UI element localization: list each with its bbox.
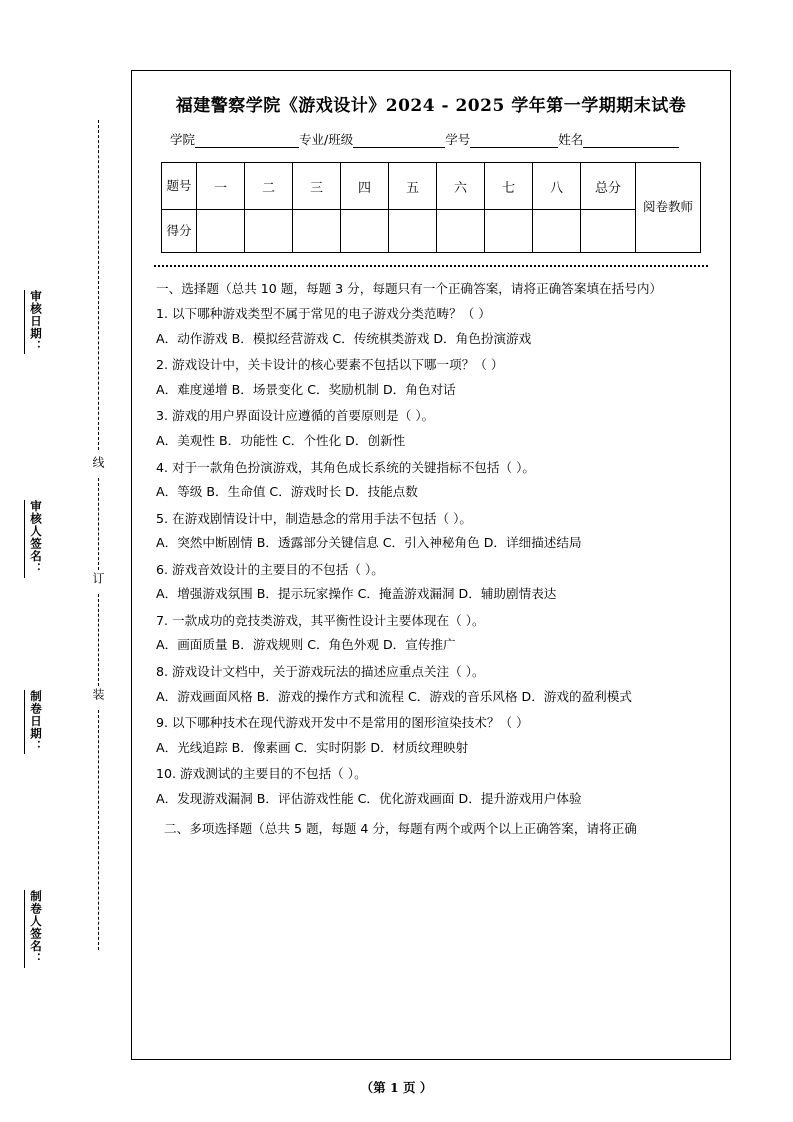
field-student-id-label: 学号 [445,132,471,147]
question-7-text: 一款成功的竞技类游戏，其平衡性设计主要体现在（ ）。 [172,612,485,628]
col-header-3: 三 [293,163,341,210]
question-8-number: 8. [156,663,169,679]
margin-rule-3 [24,690,25,754]
question-5-text: 在游戏剧情设计中，制造悬念的常用手法不包括（ ）。 [172,510,473,526]
fold-label-ding: 订 [91,572,105,584]
question-3 [156,404,704,429]
question-6-text: 游戏音效设计的主要目的不包括（ ）。 [172,561,384,577]
score-cell-1[interactable] [197,210,245,253]
left-margin-annotations [0,0,130,1122]
question-10 [156,762,704,787]
field-major-class-label: 专业/班级 [299,132,354,147]
score-cell-8[interactable] [533,210,581,253]
question-5-number: 5. [156,510,169,526]
col-header-8: 八 [533,163,581,210]
question-2-options: A．难度递增 B．场景变化 C．奖励机制 D．角色对话 [156,381,456,397]
question-1-options: A．动作游戏 B．模拟经营游戏 C．传统棋类游戏 D．角色扮演游戏 [156,330,532,346]
question-4-text: 对于一款角色扮演游戏，其角色成长系统的关键指标不包括（ ）。 [172,459,535,475]
score-cell-4[interactable] [341,210,389,253]
question-9 [156,711,704,736]
question-3-text: 游戏的用户界面设计应遵循的首要原则是（ ）。 [172,408,435,424]
question-7-number: 7. [156,612,169,628]
question-2 [156,353,704,378]
question-8 [156,660,704,685]
question-10-options: A．发现游戏漏洞 B．评估游戏性能 C．优化游戏画面 D．提升游戏用户体验 [156,790,582,806]
question-5-options: A．突然中断剧情 B．透露部分关键信息 C．引入神秘角色 D．详细描述结局 [156,535,582,551]
question-1-number: 1. [156,306,169,322]
field-major-class [299,130,445,148]
field-college-label: 学院 [170,132,196,147]
section-one-heading: 一、选择题（总共 10 题，每题 3 分，每题只有一个正确答案，请将正确答案填在括号内） [156,281,663,296]
col-header-1: 一 [197,163,245,210]
question-4-number: 4. [156,459,169,475]
score-cell-5[interactable] [389,210,437,253]
fold-segment-bottom [98,710,99,950]
question-10-number: 10. [156,766,177,782]
question-body [148,277,714,842]
section-two-heading: 二、多项选择题（总共 5 题，每题 4 分，每题有两个或两个以上正确答案，请将正确 [164,821,637,837]
question-4-options: A．等级 B．生命值 C．游戏时长 D．技能点数 [156,484,418,500]
question-2-text: 游戏设计中，关卡设计的核心要素不包括以下哪一项？（ ） [172,357,504,373]
row-header-question-number: 题号 [162,163,197,210]
margin-note-review-date: 审核日期： [29,290,43,353]
field-student-id-blank[interactable] [470,134,558,148]
dotted-separator [154,265,708,267]
fold-segment-3 [98,594,99,686]
fold-segment-top [98,120,99,450]
col-header-6: 六 [437,163,485,210]
question-4 [156,456,704,481]
col-header-teacher: 阅卷教师 [636,163,701,253]
question-1-text: 以下哪种游戏类型不属于常见的电子游戏分类范畴？（ ） [172,306,491,322]
question-3-options: A．美观性 B．功能性 C．个性化 D．创新性 [156,433,406,449]
question-1 [156,302,704,327]
margin-note-make-date: 制卷日期： [29,690,43,753]
margin-note-maker-signature: 制卷人签名： [29,890,43,965]
question-6 [156,558,704,583]
question-8-text: 游戏设计文档中，关于游戏玩法的描述应重点关注（ ）。 [172,663,485,679]
margin-rule-1 [24,290,25,354]
margin-rule-2 [24,500,25,578]
field-major-class-blank[interactable] [353,134,445,148]
fold-segment-2 [98,478,99,570]
field-name-blank[interactable] [583,134,679,148]
margin-note-reviewer-signature: 审核人签名： [29,500,43,575]
score-cell-6[interactable] [437,210,485,253]
col-header-4: 四 [341,163,389,210]
table-row-scores [162,210,701,253]
question-9-options: A．光线追踪 B．像素画 C．实时阴影 D．材质纹理映射 [156,739,469,755]
row-header-score: 得分 [162,210,197,253]
question-5 [156,507,704,532]
field-college-blank[interactable] [195,134,299,148]
field-student-id [445,130,558,148]
question-6-number: 6. [156,561,169,577]
field-college [170,130,299,148]
score-cell-3[interactable] [293,210,341,253]
question-7 [156,609,704,634]
score-table [161,162,701,253]
question-9-number: 9. [156,715,169,731]
field-name [558,130,679,148]
fold-label-xian: 线 [91,456,105,468]
score-cell-7[interactable] [485,210,533,253]
field-name-label: 姓名 [558,132,584,147]
col-header-7: 七 [485,163,533,210]
question-3-number: 3. [156,408,169,424]
question-6-options: A．增强游戏氛围 B．提示玩家操作 C．掩盖游戏漏洞 D．辅助剧情表达 [156,586,557,602]
student-info-row [148,130,714,148]
question-10-text: 游戏测试的主要目的不包括（ ）。 [180,766,367,782]
question-8-options: A．游戏画面风格 B．游戏的操作方式和流程 C．游戏的音乐风格 D．游戏的盈利模式 [156,688,632,704]
score-cell-total[interactable] [581,210,636,253]
fold-label-zhuang: 装 [91,688,105,700]
col-header-total: 总分 [581,163,636,210]
page-title: 福建警察学院《游戏设计》2024 - 2025 学年第一学期期末试卷 [175,96,687,116]
col-header-2: 二 [245,163,293,210]
score-cell-2[interactable] [245,210,293,253]
question-9-text: 以下哪种技术在现代游戏开发中不是常用的图形渲染技术？（ ） [172,715,529,731]
question-2-number: 2. [156,357,169,373]
col-header-5: 五 [389,163,437,210]
table-row-question-numbers [162,163,701,210]
question-7-options: A．画面质量 B．游戏规则 C．角色外观 D．宣传推广 [156,637,456,653]
binding-fold-line [92,120,106,950]
page-footer: （第 1 页 ） [360,1080,433,1095]
margin-rule-4 [24,890,25,968]
exam-paper-frame [131,70,731,1060]
